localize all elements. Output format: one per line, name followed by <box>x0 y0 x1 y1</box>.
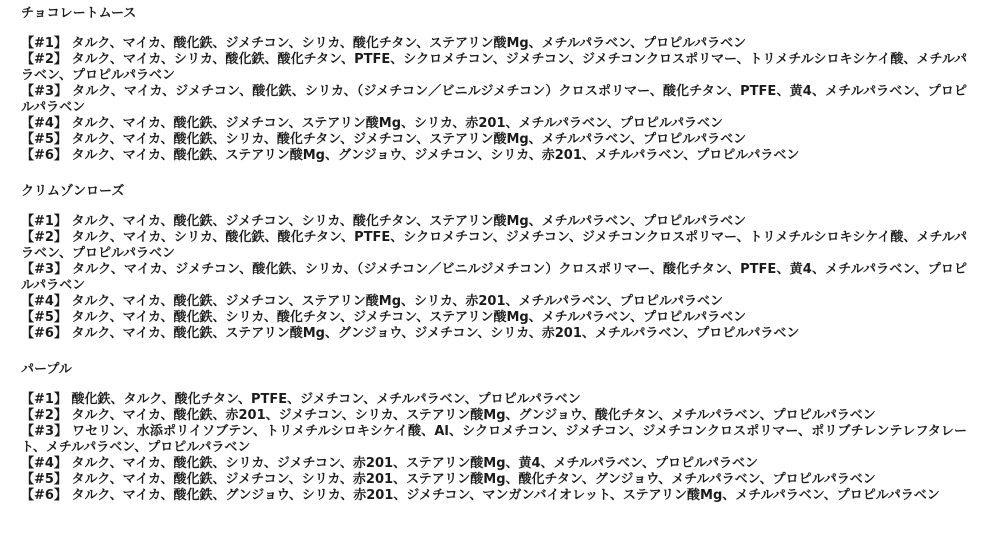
ingredient-entry: 【#3】 タルク、マイカ、ジメチコン、酸化鉄、シリカ、（ジメチコン／ビニルジメチコン）クロスポリマー、酸化チタン、PTFE、黄4、メチルパラベン、プロピルパラベン <box>21 84 967 115</box>
ingredient-entry: 【#2】 タルク、マイカ、シリカ、酸化鉄、酸化チタン、PTFE、シクロメチコン、ジメチコン、ジメチコンクロスポリマー、トリメチルシロキシケイ酸、メチルパラベン、プロピルパラベン <box>21 52 967 83</box>
ingredient-entry: 【#3】 ワセリン、水添ポリイソブテン、トリメチルシロキシケイ酸、Al、シクロメチコン、ジメチコン、ジメチコンクロスポリマー、ポリブチレンテレフタレート、メチルパラベン、プロピルパラベン <box>21 424 967 455</box>
ingredient-entry: 【#4】 タルク、マイカ、酸化鉄、ジメチコン、ステアリン酸Mg、シリカ、赤201、メチルパラベン、プロピルパラベン <box>21 294 724 309</box>
ingredient-entry: 【#4】 タルク、マイカ、酸化鉄、ジメチコン、ステアリン酸Mg、シリカ、赤201、メチルパラベン、プロピルパラベン <box>21 116 724 131</box>
section-crimson-rose <box>21 184 967 342</box>
ingredient-entry: 【#2】 タルク、マイカ、酸化鉄、赤201、ジメチコン、シリカ、ステアリン酸Mg、グンジョウ、酸化チタン、メチルパラベン、プロピルパラベン <box>21 408 876 423</box>
ingredient-entry: 【#1】 酸化鉄、タルク、酸化チタン、PTFE、ジメチコン、メチルパラベン、プロピルパラベン <box>21 392 581 407</box>
ingredient-entry: 【#4】 タルク、マイカ、酸化鉄、シリカ、ジメチコン、赤201、ステアリン酸Mg、黄4、メチルパラベン、プロピルパラベン <box>21 456 759 471</box>
section-purple <box>21 362 967 504</box>
section-title: クリムゾンローズ <box>21 184 125 199</box>
ingredient-entry: 【#5】 タルク、マイカ、酸化鉄、ジメチコン、シリカ、赤201、ステアリン酸Mg、酸化チタン、グンジョウ、メチルパラベン、プロピルパラベン <box>21 472 876 487</box>
ingredient-entry: 【#3】 タルク、マイカ、ジメチコン、酸化鉄、シリカ、（ジメチコン／ビニルジメチコン）クロスポリマー、酸化チタン、PTFE、黄4、メチルパラベン、プロピルパラベン <box>21 262 967 293</box>
ingredient-entry: 【#1】 タルク、マイカ、酸化鉄、ジメチコン、シリカ、酸化チタン、ステアリン酸Mg、メチルパラベン、プロピルパラベン <box>21 36 747 51</box>
ingredient-entry: 【#6】 タルク、マイカ、酸化鉄、ステアリン酸Mg、グンジョウ、ジメチコン、シリカ、赤201、メチルパラベン、プロピルパラベン <box>21 326 800 341</box>
ingredient-entry: 【#6】 タルク、マイカ、酸化鉄、グンジョウ、シリカ、赤201、ジメチコン、マンガンバイオレット、ステアリン酸Mg、メチルパラベン、プロピルパラベン <box>21 488 940 503</box>
ingredient-entry: 【#2】 タルク、マイカ、シリカ、酸化鉄、酸化チタン、PTFE、シクロメチコン、ジメチコン、ジメチコンクロスポリマー、トリメチルシロキシケイ酸、メチルパラベン、プロピルパラベン <box>21 230 967 261</box>
ingredient-entry: 【#6】 タルク、マイカ、酸化鉄、ステアリン酸Mg、グンジョウ、ジメチコン、シリカ、赤201、メチルパラベン、プロピルパラベン <box>21 148 800 163</box>
section-title: パープル <box>21 362 72 377</box>
ingredient-entry: 【#1】 タルク、マイカ、酸化鉄、ジメチコン、シリカ、酸化チタン、ステアリン酸Mg、メチルパラベン、プロピルパラベン <box>21 214 747 229</box>
ingredient-entry: 【#5】 タルク、マイカ、酸化鉄、シリカ、酸化チタン、ジメチコン、ステアリン酸Mg、メチルパラベン、プロピルパラベン <box>21 132 747 147</box>
ingredient-entry: 【#5】 タルク、マイカ、酸化鉄、シリカ、酸化チタン、ジメチコン、ステアリン酸Mg、メチルパラベン、プロピルパラベン <box>21 310 747 325</box>
section-title: チョコレートムース <box>21 6 137 21</box>
section-chocolate-mousse <box>21 6 967 164</box>
